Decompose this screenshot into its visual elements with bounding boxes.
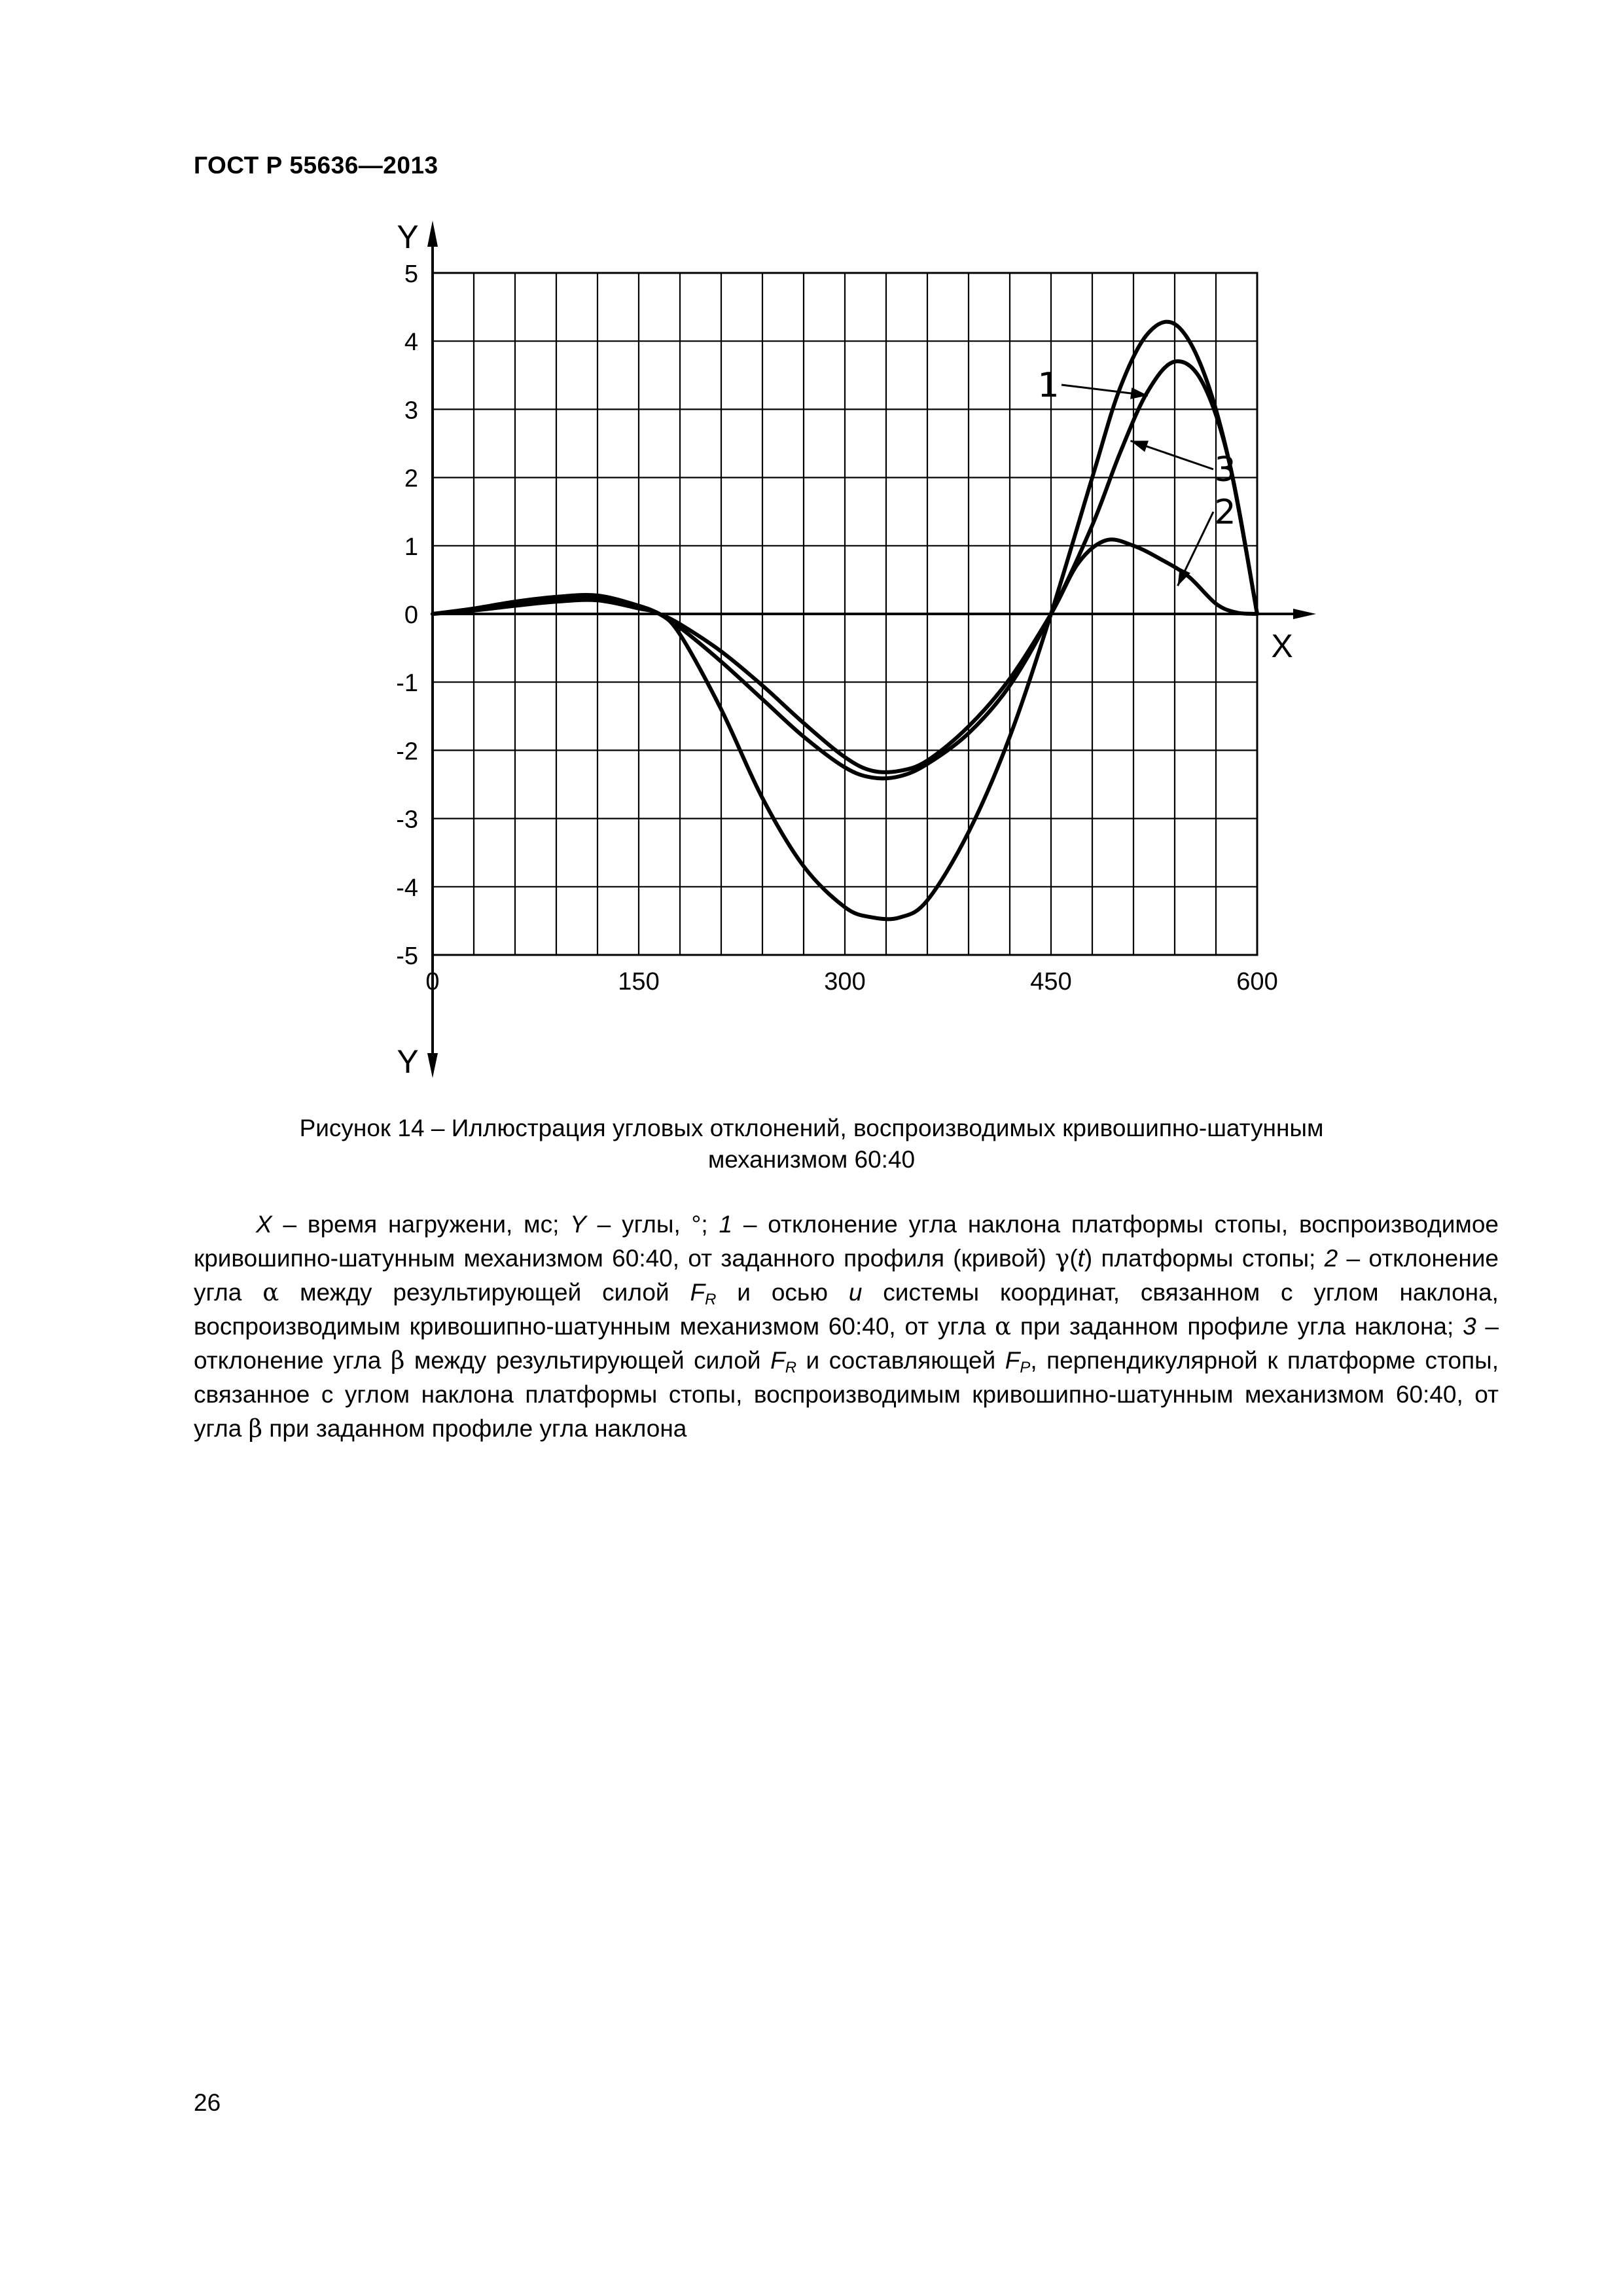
legend-item-2-number: 2: [1324, 1245, 1338, 1272]
legend-item-3-number: 3: [1463, 1313, 1476, 1340]
beta-symbol-2: β: [248, 1414, 263, 1443]
force-symbol-3: F: [1005, 1347, 1020, 1374]
series-annotation-label-2: 2: [1214, 493, 1236, 532]
legend-item-3-text: – отклонение угла: [194, 1313, 1499, 1374]
figure-legend: [194, 1208, 1499, 1446]
legend-item-2-text-b: между результирующей силой: [279, 1279, 690, 1306]
document-header: ГОСТ Р 55636—2013: [194, 152, 438, 179]
alpha-symbol-2: α: [995, 1312, 1012, 1340]
legend-item-3-text-c: и составляющей: [796, 1347, 1005, 1374]
paren-close: ): [1084, 1245, 1093, 1272]
y-axis-arrow-down: [427, 1053, 438, 1078]
gamma-symbol: γ: [1055, 1244, 1070, 1272]
x-tick-label: 600: [1236, 968, 1278, 996]
force-subscript-3: P: [1020, 1359, 1031, 1376]
y-tick-label: -4: [396, 874, 418, 902]
beta-symbol: β: [390, 1346, 405, 1374]
legend-item-3-text-b: между результирующей силой: [404, 1347, 771, 1374]
x-tick-label: 0: [425, 968, 440, 996]
caption-line-1: Рисунок 14 – Иллюстрация угловых отклонений, воспроизводимых кривошипно-шатунным: [299, 1115, 1324, 1141]
legend-item-1-text: – отклонение угла наклона платформы стопы, воспроизводимое кривошипно-шатунным механизмом 60:40, от заданного профиля (кривой): [194, 1211, 1499, 1272]
y-tick-label: 1: [404, 533, 418, 561]
legend-item-2-text: – отклонение угла: [194, 1245, 1499, 1306]
y-tick-label: -1: [396, 670, 418, 698]
force-symbol-2: F: [770, 1347, 785, 1374]
series-annotation-label-1: 1: [1037, 366, 1060, 405]
legend-x-text: – время нагружени, мс;: [272, 1211, 571, 1238]
force-subscript: R: [705, 1291, 717, 1308]
legend-item-2-text-c: и осью: [716, 1279, 849, 1306]
legend-item-3-text-e: при заданном профиле угла наклона: [262, 1415, 687, 1442]
y-tick-label: 2: [404, 465, 418, 493]
y-tick-label: 5: [404, 260, 418, 288]
legend-item-2-text-d: системы координат, связанном с углом наклона, воспроизводимым кривошипно-шатунным механизмом 60:40, от угла: [194, 1279, 1499, 1340]
page-number: 26: [194, 2089, 221, 2116]
y-tick-label: 3: [404, 397, 418, 425]
force-subscript-2: R: [785, 1359, 797, 1376]
y-tick-label: -2: [396, 738, 418, 766]
legend-item-2-text-e: при заданном профиле угла наклона;: [1011, 1313, 1463, 1340]
x-tick-label: 300: [824, 968, 866, 996]
legend-item-1-number: 1: [719, 1211, 733, 1238]
legend-item-3-text-d: , перпендикулярной к платформе стопы, связанное с углом наклона платформы стопы, воспроизводимым кривошипно-шатунным механизмом 60:40, от угла: [194, 1347, 1499, 1442]
u-axis-symbol: u: [848, 1279, 863, 1306]
y-axis-label-bottom: Y: [397, 1043, 419, 1080]
series-annotation-label-3: 3: [1214, 450, 1236, 490]
force-symbol: F: [690, 1279, 705, 1306]
figure-caption: [194, 1113, 1429, 1175]
y-tick-label: -3: [396, 806, 418, 834]
paren-open: (: [1069, 1245, 1078, 1272]
y-tick-label: 0: [404, 601, 418, 629]
y-axis-label: Y: [397, 219, 419, 255]
legend-item-1-text-end: платформы стопы;: [1092, 1245, 1325, 1272]
x-axis-label: X: [1271, 628, 1293, 664]
legend-y-symbol: Y: [570, 1211, 586, 1238]
alpha-symbol: α: [262, 1278, 279, 1306]
caption-line-2: механизмом 60:40: [707, 1146, 916, 1173]
x-tick-label: 450: [1030, 968, 1072, 996]
x-axis-arrow: [1293, 609, 1316, 619]
angular-deviation-chart: [0, 0, 1623, 1100]
t-symbol: t: [1077, 1245, 1084, 1272]
legend-x-symbol: X: [256, 1211, 272, 1238]
x-tick-label: 150: [618, 968, 660, 996]
y-tick-label: -5: [396, 942, 418, 970]
legend-y-text: – углы, °;: [586, 1211, 719, 1238]
y-tick-label: 4: [404, 329, 418, 357]
y-axis-arrow-up: [427, 221, 438, 247]
